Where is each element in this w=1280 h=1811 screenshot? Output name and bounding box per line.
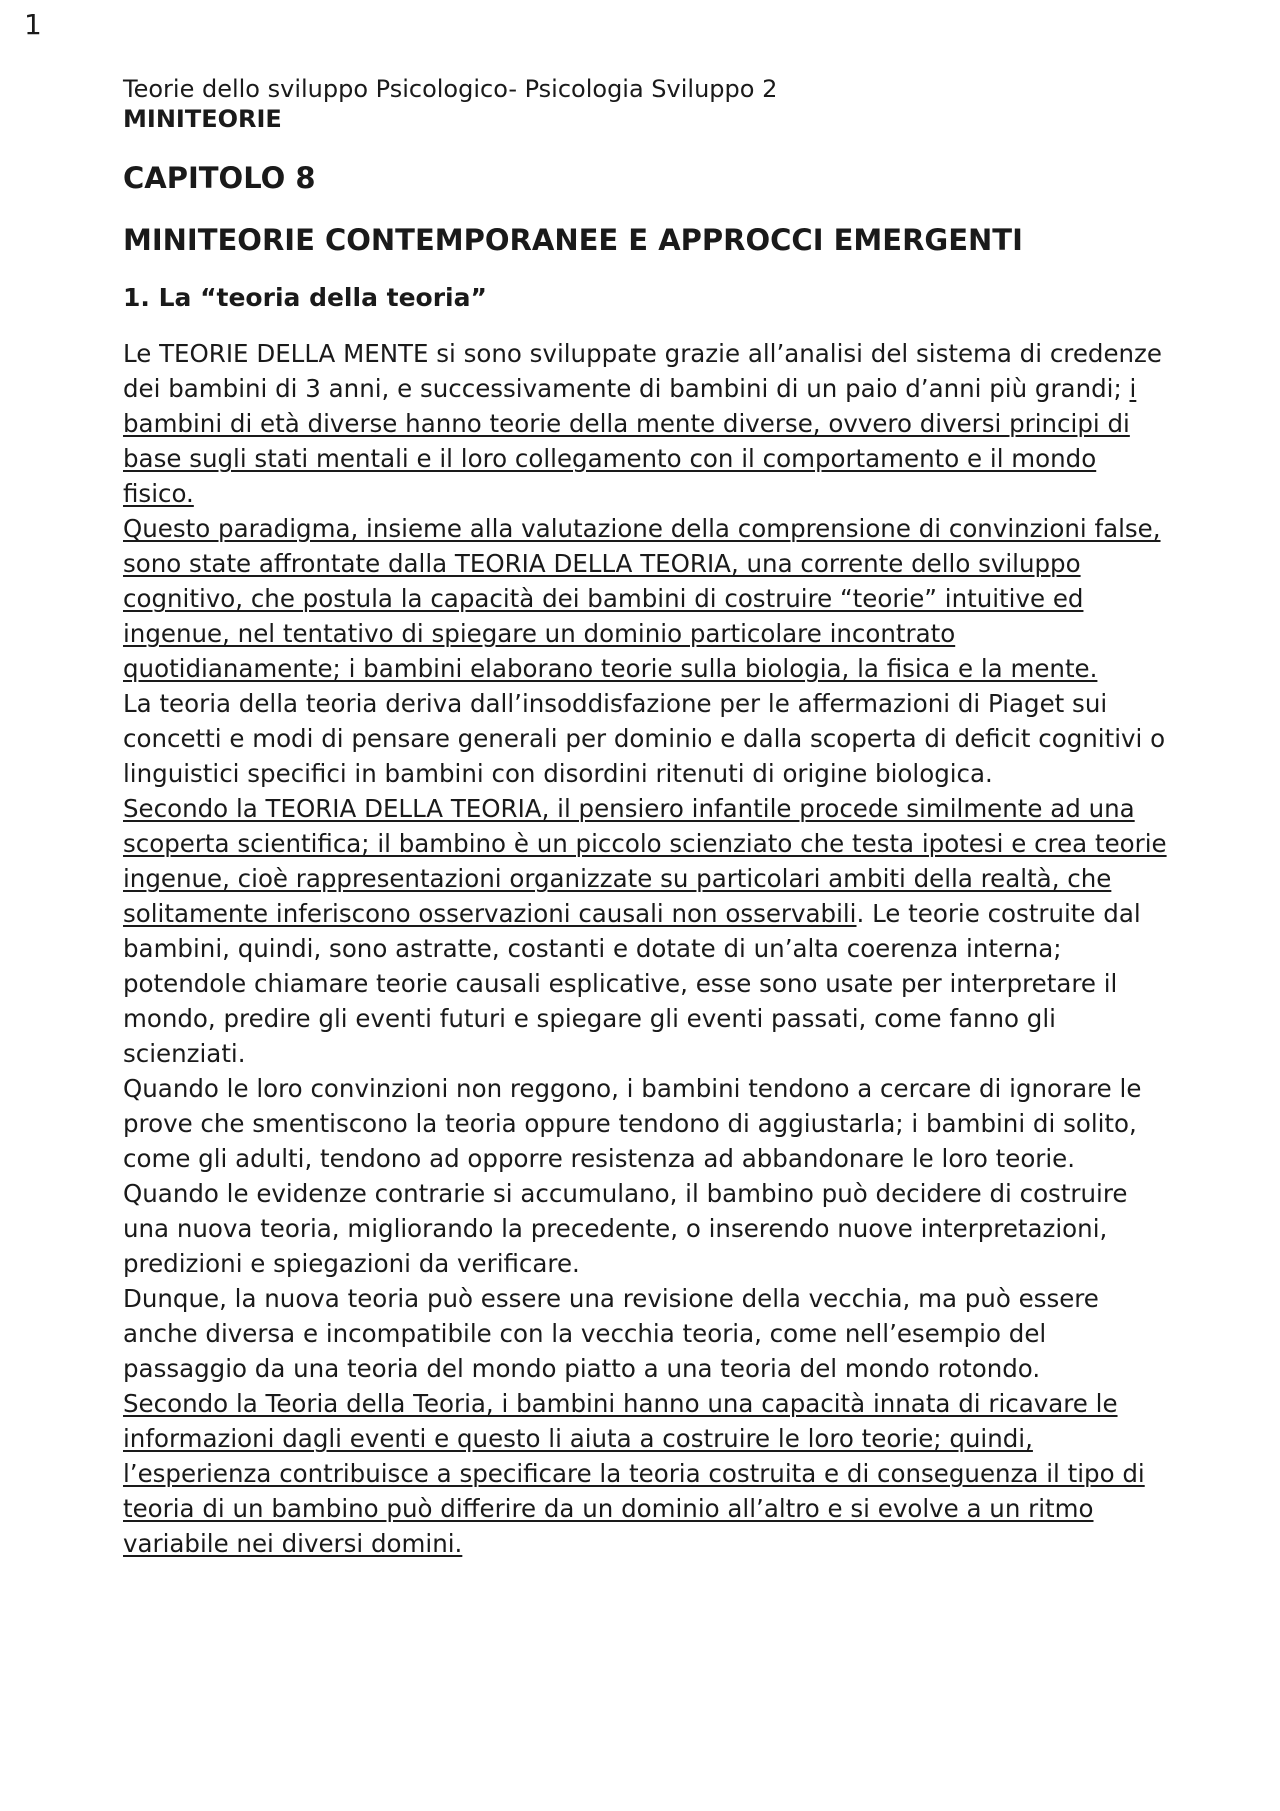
paragraph-4 — [123, 791, 1173, 1071]
paragraph-7-underlined: Secondo la Teoria della Teoria, i bambini hanno una capacità innata di ricavare le informazioni dagli eventi e questo li aiuta a costruire le loro teorie; quindi, l’esperienza contribuisce a specificare la teoria costruita e di conseguenza il tipo di teoria di un bambino può differire da un dominio all’altro e si evolve a un ritmo variabile nei diversi domini. — [123, 1389, 1145, 1558]
paragraph-2 — [123, 511, 1173, 686]
chapter-number: CAPITOLO 8 — [123, 161, 316, 195]
paragraph-1-underlined: i bambini di età diverse hanno teorie della mente diverse, ovvero diversi principi di base sugli stati mentali e il loro collegamento con il comportamento e il mondo fisico. — [123, 374, 1137, 508]
paragraph-4-underlined: Secondo la TEORIA DELLA TEORIA, il pensiero infantile procede similmente ad una scoperta scientifica; il bambino è un piccolo scienziato che testa ipotesi e crea teorie ingenue, cioè rappresentazioni organizzate su particolari ambiti della realtà, che solitamente inferiscono osservazioni causali non osservabili — [123, 794, 1167, 928]
paragraph-6: Dunque, la nuova teoria può essere una revisione della vecchia, ma può essere anche diversa e incompatibile con la vecchia teoria, come nell’esempio del passaggio da una teoria del mondo piatto a una teoria del mondo rotondo. — [123, 1284, 1099, 1383]
chapter-title: MINITEORIE CONTEMPORANEE E APPROCCI EMERGENTI — [123, 223, 1023, 257]
paragraph-1 — [123, 336, 1173, 511]
paragraph-1-text: Le TEORIE DELLA MENTE si sono sviluppate grazie all’analisi del sistema di credenze dei bambini di 3 anni, e successivamente di bambini di un paio d’anni più grandi; — [123, 339, 1162, 403]
page-number: 1 — [24, 8, 42, 41]
paragraph-7 — [123, 1386, 1173, 1561]
document-subtitle: Teorie dello sviluppo Psicologico- Psicologia Sviluppo 2 — [123, 75, 778, 103]
paragraph-4-text: . Le teorie costruite dal bambini, quindi, sono astratte, costanti e dotate di un’alta coerenza interna; potendole chiamare teorie causali esplicative, esse sono usate per interpretare il mondo, predire gli eventi futuri e spiegare gli eventi passati, come fanno gli scienziati. — [123, 899, 1141, 1068]
section-title: 1. La “teoria della teoria” — [123, 283, 487, 312]
paragraph-5: Quando le loro convinzioni non reggono, i bambini tendono a cercare di ignorare le prove che smentiscono la teoria oppure tendono di aggiustarla; i bambini di solito, come gli adulti, tendono ad opporre resistenza ad abbandonare le loro teorie. Quando le evidenze contrarie si accumulano, il bambino può decidere di costruire una nuova teoria, migliorando la precedente, o inserendo nuove interpretazioni, predizioni e spiegazioni da verificare. — [123, 1074, 1142, 1278]
document-label: MINITEORIE — [123, 105, 282, 133]
paragraph-3: La teoria della teoria deriva dall’insoddisfazione per le affermazioni di Piaget sui concetti e modi di pensare generali per dominio e dalla scoperta di deficit cognitivi o linguistici specifici in bambini con disordini ritenuti di origine biologica. — [123, 689, 1166, 788]
paragraph-2-underlined: Questo paradigma, insieme alla valutazione della comprensione di convinzioni false, sono state affrontate dalla TEORIA DELLA TEORIA, una corrente dello sviluppo cognitivo, che postula la capacità dei bambini di costruire “teorie” intuitive ed ingenue, nel tentativo di spiegare un dominio particolare incontrato quotidianamente; i bambini elaborano teorie sulla biologia, la fisica e la mente. — [123, 514, 1161, 683]
document-body — [123, 74, 1173, 1561]
